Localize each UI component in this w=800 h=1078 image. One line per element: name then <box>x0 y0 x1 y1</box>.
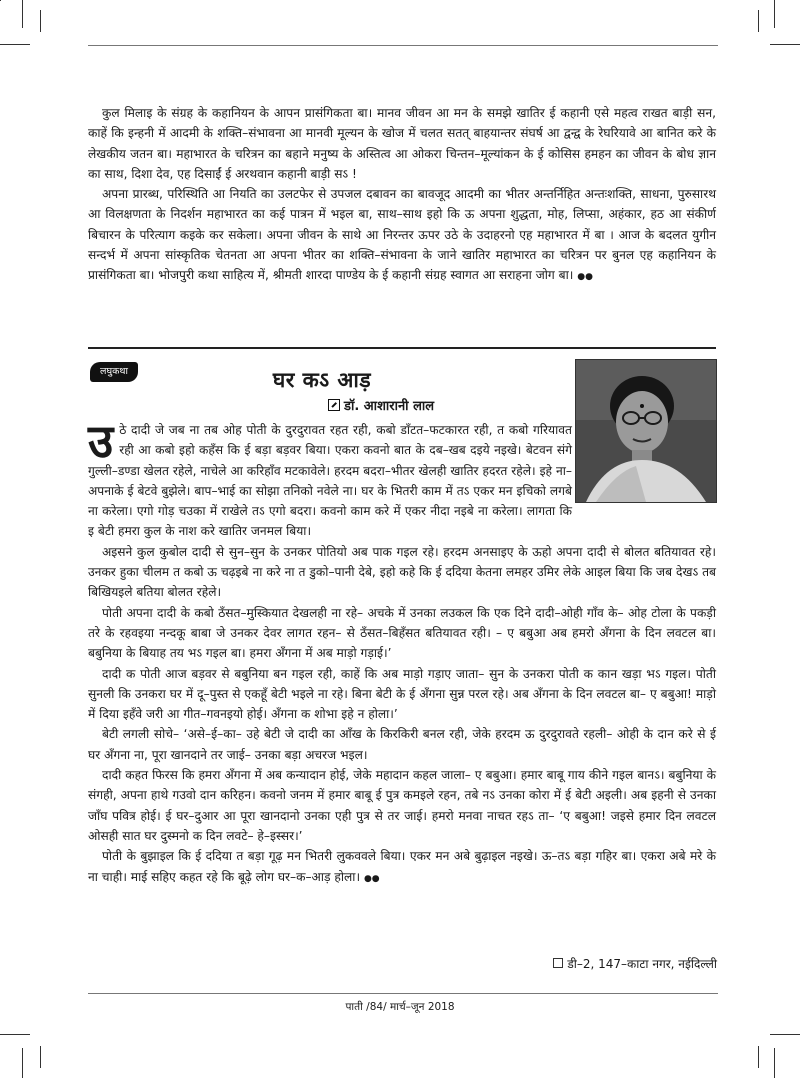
crop-mark <box>40 10 41 32</box>
intro-section <box>88 103 716 288</box>
story-paragraph <box>88 846 716 889</box>
crop-mark <box>22 1048 23 1078</box>
top-rule <box>88 45 718 46</box>
story-paragraph: बेटी लगली सोचे– ‘असे–ई–का– उहे बेटी जे दादी का आँख के किरकिरी बनल रही, जेके हरदम ऊ दुरदुरावते रहली– ओही के दान करे से ई घर अँगना ना, पूरा खानदाने तर जाई– उनका बड़ा अचरज भइल। <box>88 727 716 762</box>
intro-paragraph: कुल मिलाइ के संग्रह के कहानियन के आपन प्रासंगिकता बा। मानव जीवन आ मन के समझे खातिर ई कहानी एसे महत्व राखत बाड़ी सन, काहें कि इन्हनी में आदमी के शक्ति–संभावना आ मानवी मूल्यन के खोज में चलत सतत् बाहयान्तर संघर्ष आ द्वन्द्व के रेघरियावे आ बानित करे के लेखकीय जतन बा। महाभारत के चरित्रन का बहाने मनुष्य के अस्तित्व आ ओकरा चिन्तन–मूल्यांकन के ई कोसिस हमहन का जीवन के बोध ज्ञान का साथ, दिशा देव, एह दिसाईं ई अरथवान कहानी बाड़ी सऽ ! <box>88 106 716 181</box>
photo-wrap-spacer <box>572 420 716 503</box>
end-mark: ●● <box>363 873 380 884</box>
drop-cap: उ <box>88 414 114 468</box>
story-title: घर कऽ आड़ <box>272 368 372 392</box>
author-line <box>328 396 488 414</box>
story-paragraph: पोती अपना दादी के कबो ठँसत–मुस्कियात देखलही ना रहे– अचके में उनका लउकल कि एक दिने दादी–ओही गाँव के– ओह टोला के पकड़ी तरे के रहवइया नन्दकू बाबा जे उनकर देवर लागत रहन– से ठँसत–बिहँसत बतियावत रही। – ए बबुआ अब हमरो अँगना के दिन लवटल बा। बबुनिया के बियाह तय भऽ गइल बा। हमरा अँगना में अब माड़ो गड़ाई।’ <box>88 605 716 661</box>
intro-paragraph-text: अपना प्रारब्ध, परिस्थिति आ नियति का उलटफेर से उपजल दबावन का बावजूद आदमी का भीतर अन्तर्निहित अन्तःशक्ति, साधना, पुरुसारथ आ विलक्षणता के निदर्शन महाभारत का कई पात्रन में भइल बा, साथ–साथ इहो कि ऊ अपना शुद्धता, मोह, लिप्सा, अहंकार, हठ आ संकीर्ण बिचारन के परित्याग कइके कर सकेला। अपना जीवन के साथे आ निरन्तर ऊपर उठे के उदाहरनो एह महाभारत में बा । आज के बदलत युगीन सन्दर्भ में अपना सांस्कृतिक चेतनता आ अपना भीतर का शक्ति–संभावना के जाने खातिर महाभारत का चरित्रन पर बुनल एह कहानियन के प्रासंगिकता बा। भोजपुरी कथा साहित्य में, श्रीमती शारदा पाण्डेय के ई कहानी संग्रह स्वागत आ सराहना जोग बा। <box>88 187 716 283</box>
crop-mark <box>22 0 23 28</box>
crop-mark <box>758 1046 759 1068</box>
crop-mark <box>758 10 759 32</box>
crop-mark <box>774 1048 775 1078</box>
section-divider <box>88 347 716 349</box>
story-paragraph: अइसने कुल कुबोल दादी से सुन–सुन के उनकर पोतियो अब पाक गइल रहे। हरदम अनसाइए के ऊहो अपना दादी से बोलत बतियावत रहे। उनकर हुका चीलम त कबो ऊ चढ़इबे ना करे ना त डुको–पानी देबे, इहो कहे कि ई ददिया केतना लमहर उमिर लेके आइल बिया कि जब देखऽ तब बिखियइले बतिया बोलत रहेले। <box>88 544 716 600</box>
crop-mark <box>0 44 30 45</box>
category-tag: लघुकथा <box>90 362 138 382</box>
crop-mark <box>40 1046 41 1068</box>
square-bullet-icon <box>553 958 563 968</box>
pen-icon <box>328 399 340 411</box>
story-paragraph: दादी क पोती आज बड़वर से बबुनिया बन गइल रही, काहें कि अब माड़ो गड़ाए जाता– सुन के उनकरा पोती क कान खड़ा भऽ गइल। पोती सुनली कि उनकरा घर में दू–पुस्त से एकहूँ बेटी भइले ना रहे। बिना बेटी के ई अँगना सुन्न परल रहे। अब अँगना के दिन लवटल बा– ए बबुआ! माड़ो में दिया इहँवे जरी आ गीत–गवनइयो होई। अँगना क शोभा इहे न होला।’ <box>88 666 716 722</box>
bottom-rule <box>88 993 718 994</box>
crop-mark <box>770 44 800 45</box>
end-mark: ●● <box>577 272 593 283</box>
crop-mark <box>0 1034 30 1035</box>
author-name: डॉ. आशारानी लाल <box>344 399 435 414</box>
author-address <box>512 955 717 972</box>
intro-paragraph <box>88 184 716 287</box>
story-paragraph: दादी कहत फिरस कि हमरा अँगना में अब कन्यादान होई, जेके महादान कहल जाला– ए बबुआ। हमार बाबू गाय कीने गइल बानऽ। बबुनिया के संगही, अपना हाथे गउवो दान करिहन। कवनो जनम में हमार बाबू ई पुत्र कमइले रहन, तबे नऽ उनका कोरा में ई बेटी अइली। अब इहनी से उनका जाँघ पवित्र होई। ई घर–दुआर आ पूरा खानदानो उनका एही पुत्र से तर जाई। हमरो मनवा नाचत रहऽ ता– ‘ए बबुआ! जइसे हमार दिन लवटल ओसही सात घर दुस्मनो क दिन लवटे– हे–इस्सर।’ <box>88 768 717 843</box>
crop-mark <box>774 0 775 28</box>
story-paragraph <box>88 414 716 542</box>
story-paragraph-text: ठे दादी जे जब ना तब ओह पोती के दुरदुरावत रहत रही, कबो डाँटत–फटकारत रही, त कबो गरियावत रही आ कबो इहो कहँस कि ई बड़ा बड़वर बिया। एकरा कवनो बात के दब–खब दइये नइखे। बेटवन संगे गुल्ली–डण्डा खेलत रहेले, नाचेले आ करिहाँव मटकावेले। हरदम बदरा–भीतर खेलही खातिर हदरत रहेले। इहे ना– अपनाके ई बेटवे बुझेले। बाप–भाई का सोझा तनिको नवेले ना। घर के भितरी काम में तऽ एकर मन इचिको लगबे ना करेला। एगो गोड़ चउका में राखेले तऽ एगो बदरा। कवनो काम करे में एकर नीदा नइबे ना करेला। लागता कि इ बेटी हमरा कुल के नाश करे खातिर जनमल बिया। <box>88 423 572 539</box>
address-text: डी–2, 147–काटा नगर, नईदिल्ली <box>567 957 717 971</box>
page-footer: पाती /84/ मार्च–जून 2018 <box>345 1001 455 1013</box>
story-body <box>88 414 717 889</box>
story-paragraph-text: पोती के बुझाइल कि ई ददिया त बड़ा गूढ़ मन भितरी लुकववले बिया। एकर मन अबे बुढ़ाइल नइखे। ऊ–तऽ बड़ा गहिर बा। एकरा अबे मरे के ना चाही। माई सहिए कहत रहे कि बूढ़े लोग घर–क–आड़ होला। <box>88 849 716 884</box>
crop-mark <box>770 1034 800 1035</box>
